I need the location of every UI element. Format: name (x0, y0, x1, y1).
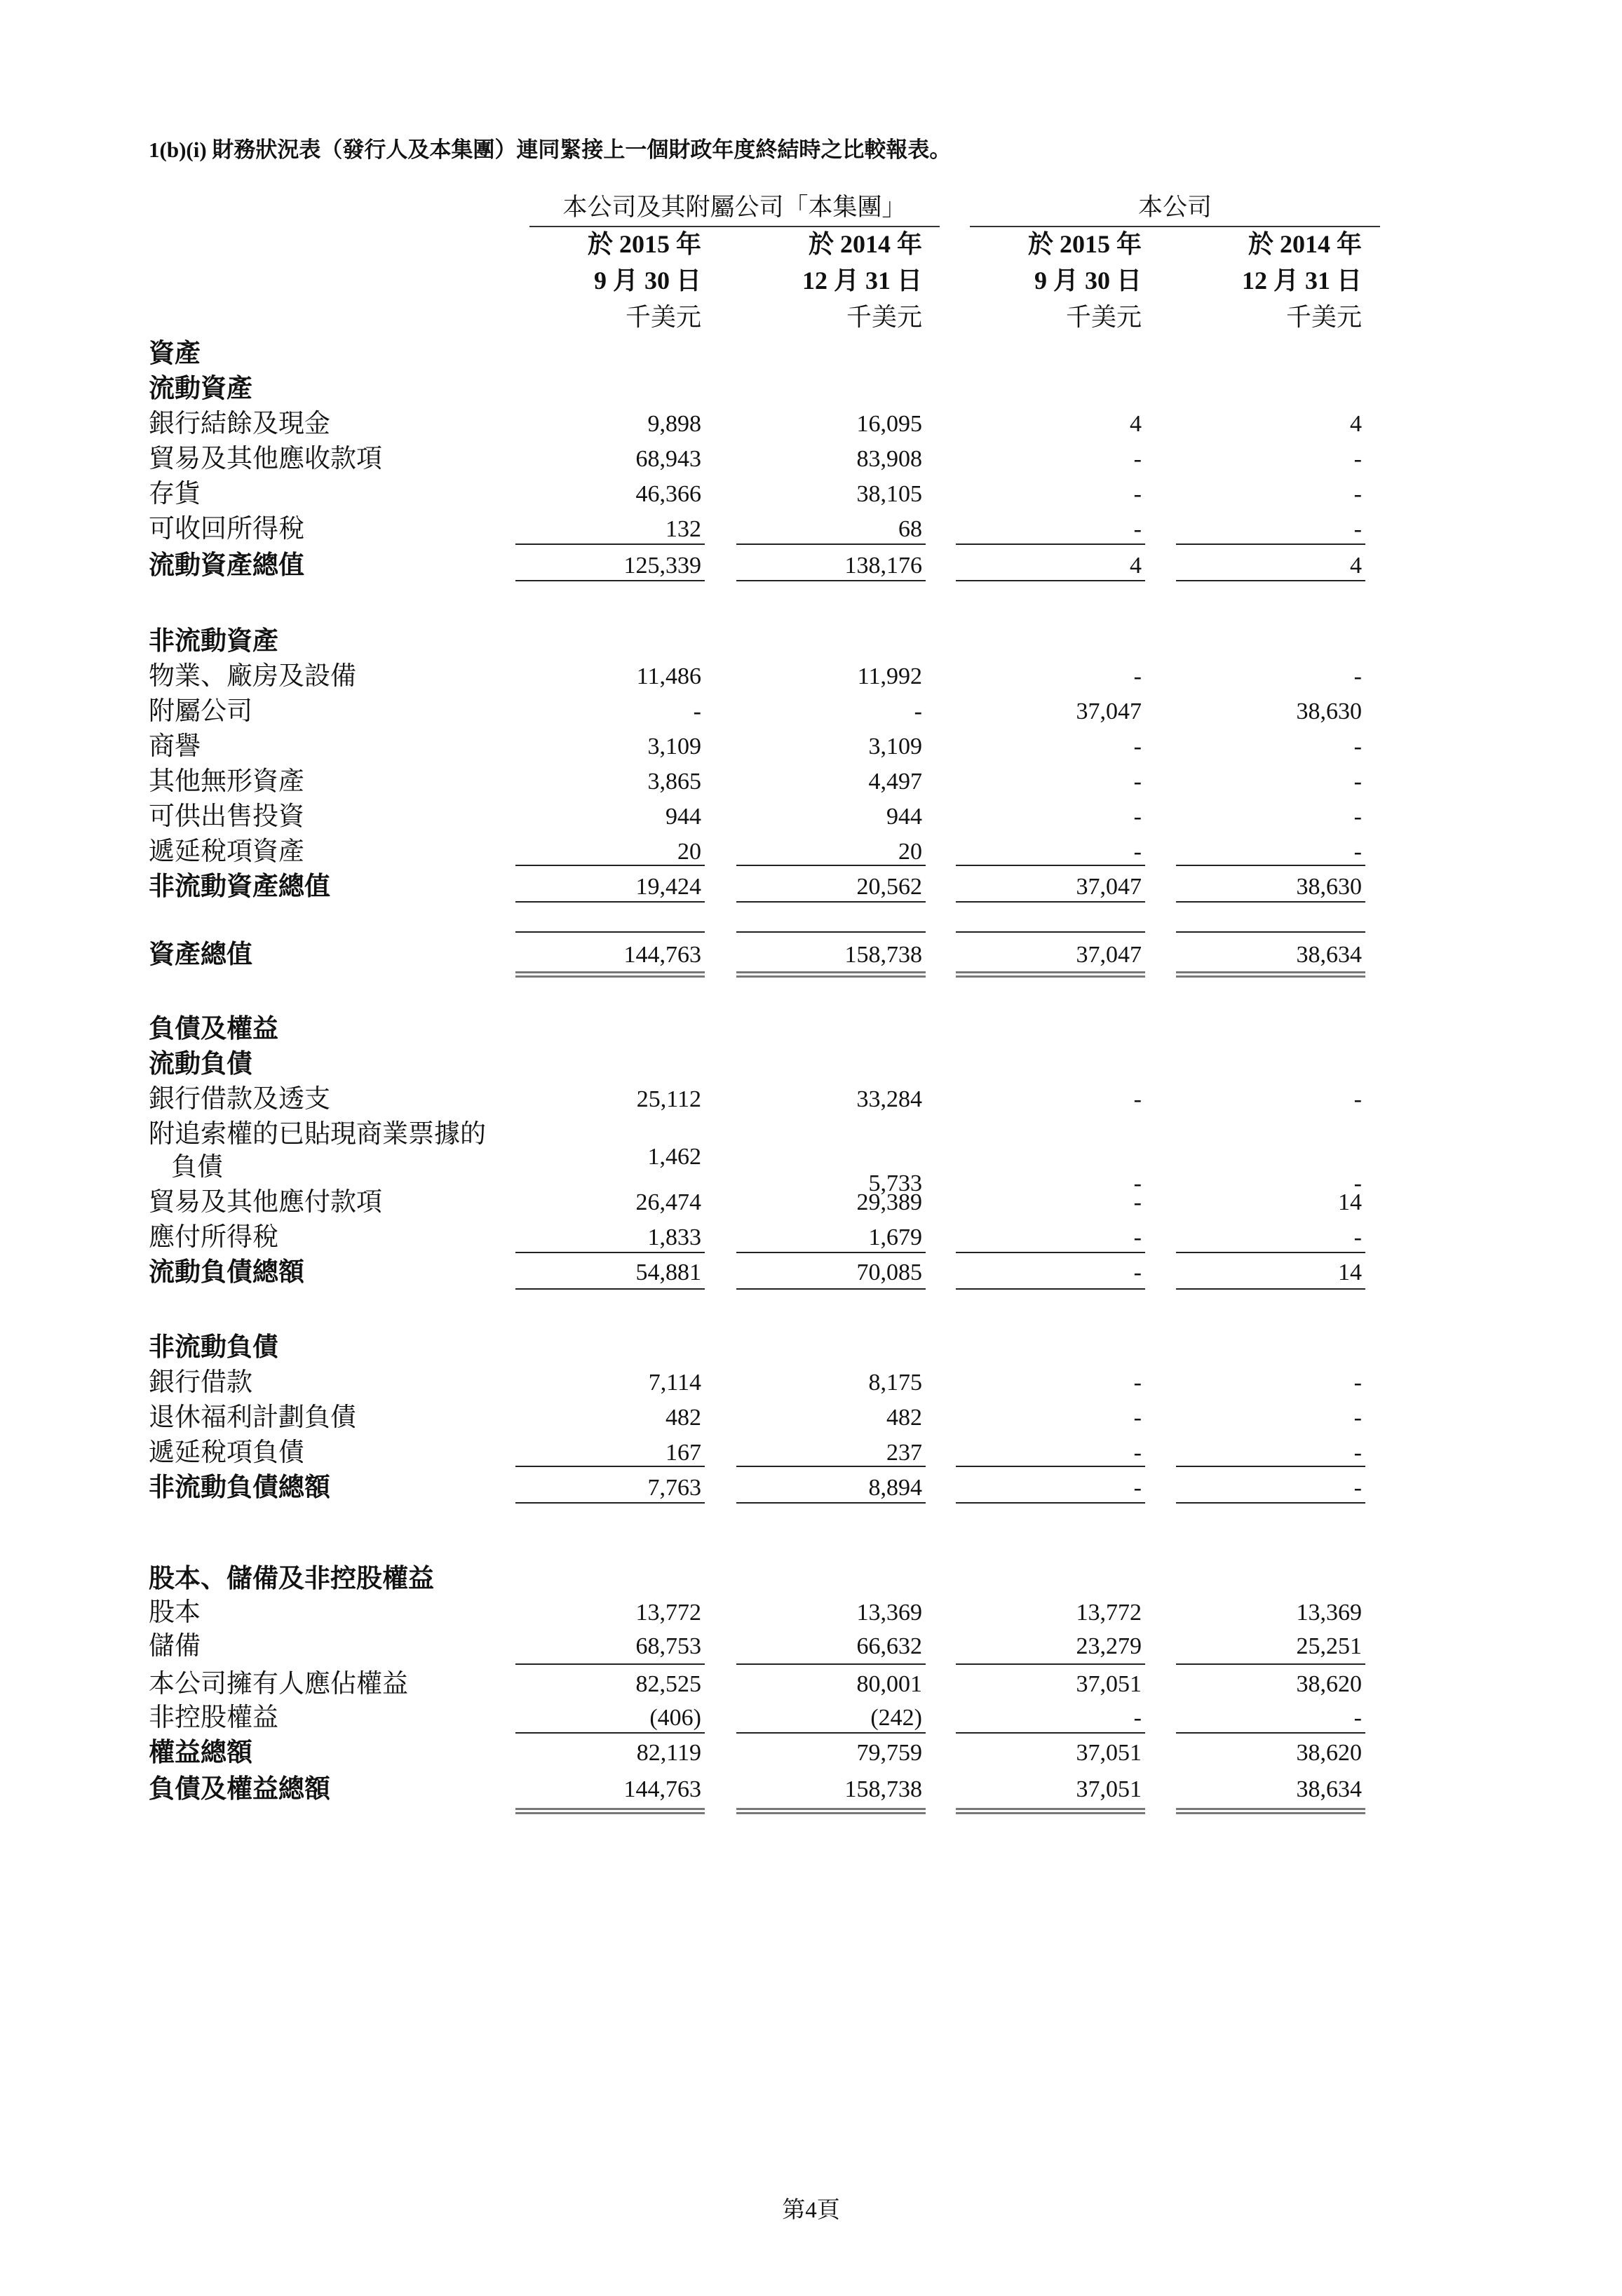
cell-value: 944 (665, 804, 701, 830)
row-label: 流動負債總額 (149, 1258, 304, 1287)
column-4-date: 12 月 31 日 (1241, 266, 1362, 295)
cell-value: 82,119 (636, 1740, 701, 1766)
cell-value: 82,525 (635, 1671, 701, 1697)
rule-line (515, 1252, 705, 1253)
cell-value: 79,759 (856, 1740, 922, 1766)
cell-value: 125,339 (623, 553, 701, 579)
cell-value: 38,620 (1296, 1671, 1362, 1697)
row-label: 附屬公司 (149, 697, 252, 726)
cell-value: 38,630 (1296, 698, 1362, 724)
cell-value: 66,632 (856, 1633, 922, 1659)
row-label: 存貨 (149, 480, 201, 508)
company-header: 本公司 (970, 191, 1380, 227)
rule-line (736, 901, 926, 903)
row-label: 非流動負債總額 (149, 1473, 330, 1502)
row-label: 附追索權的已貼現商業票據的 (149, 1120, 486, 1149)
cell-value: 4 (1130, 553, 1142, 579)
cell-value: - (1133, 1705, 1142, 1731)
rule-line (515, 580, 705, 581)
cell-value: - (1133, 1189, 1142, 1215)
cell-value: 158,738 (844, 942, 922, 968)
double-rule (1176, 1808, 1365, 1814)
cell-value: 26,474 (635, 1189, 701, 1215)
rule-line (956, 865, 1145, 866)
cell-value: 4 (1350, 553, 1362, 579)
row-label: 非控股權益 (149, 1703, 278, 1732)
row-label: 遞延稅項資產 (149, 837, 304, 866)
rule-line (736, 1502, 926, 1504)
cell-value: 37,047 (1076, 698, 1142, 724)
cell-value: 13,772 (635, 1600, 701, 1626)
cell-value: 144,763 (623, 1776, 701, 1802)
double-rule (515, 971, 705, 978)
cell-value: 13,772 (1076, 1600, 1142, 1626)
double-rule (1176, 971, 1365, 978)
cell-value: 4,497 (868, 769, 922, 795)
column-4-unit: 千美元 (1285, 303, 1362, 331)
rule-line (515, 1288, 705, 1290)
cell-value: - (1353, 516, 1362, 542)
cell-value: - (1133, 1475, 1142, 1501)
cell-value: 37,047 (1076, 942, 1142, 968)
rule-line (736, 1466, 926, 1467)
cell-value: 158,738 (844, 1776, 922, 1802)
cell-value: - (1133, 804, 1142, 830)
cell-value: 38,630 (1296, 874, 1362, 900)
column-2-date: 12 月 31 日 (802, 266, 922, 295)
cell-value: 38,105 (856, 481, 922, 507)
cell-value: - (1353, 663, 1362, 689)
row-label: 非流動負債 (149, 1333, 278, 1362)
cell-value: 11,992 (857, 663, 922, 689)
cell-value: - (1133, 839, 1142, 865)
cell-value: 4 (1130, 411, 1142, 437)
row-label: 資產總值 (149, 940, 252, 969)
cell-value: 16,095 (856, 411, 922, 437)
cell-value: 11,486 (636, 663, 701, 689)
cell-value: - (1353, 804, 1362, 830)
row-label: 物業、廠房及設備 (149, 662, 356, 691)
row-label: 非流動資產 (149, 627, 278, 656)
column-2-unit: 千美元 (846, 303, 922, 331)
rule-line (1176, 865, 1365, 866)
rule-line (956, 1663, 1145, 1665)
cell-value: 237 (886, 1440, 922, 1466)
row-label: 權益總額 (149, 1738, 252, 1767)
rule-line (956, 1466, 1145, 1467)
row-label: 其他無形資產 (149, 767, 304, 796)
column-1-year: 於 2015 年 (587, 230, 701, 258)
cell-value: 38,634 (1296, 1776, 1362, 1802)
rule-line (736, 931, 926, 933)
cell-value: - (1133, 516, 1142, 542)
cell-value: 7,763 (647, 1475, 701, 1501)
column-3-date: 9 月 30 日 (1034, 266, 1142, 295)
column-3-unit: 千美元 (1065, 303, 1142, 331)
row-label: 儲備 (149, 1632, 201, 1661)
rule-line (1176, 580, 1365, 581)
rule-line (956, 543, 1145, 545)
rule-line (736, 1732, 926, 1734)
cell-value: - (1353, 1405, 1362, 1431)
cell-value: 8,894 (868, 1475, 922, 1501)
row-label: 銀行結餘及現金 (149, 410, 330, 438)
cell-value: 68,943 (635, 446, 701, 472)
cell-value: - (1353, 1440, 1362, 1466)
rule-line (515, 1663, 705, 1665)
cell-value: 1,833 (647, 1224, 701, 1250)
rule-line (736, 1252, 926, 1253)
cell-value: 37,051 (1076, 1776, 1142, 1802)
rule-line (515, 931, 705, 933)
cell-value: 3,865 (647, 769, 701, 795)
cell-value: 20 (677, 839, 701, 865)
row-label: 流動資產總值 (149, 551, 304, 580)
cell-value: - (693, 698, 701, 724)
rule-line (515, 543, 705, 545)
rule-line (736, 580, 926, 581)
row-label: 可收回所得稅 (149, 515, 304, 543)
rule-line (736, 1288, 926, 1290)
cell-value: - (1353, 734, 1362, 759)
row-label: 貿易及其他應收款項 (149, 445, 382, 473)
row-label: 銀行借款 (149, 1368, 252, 1397)
rule-line (1176, 543, 1365, 545)
cell-value: - (1353, 1086, 1362, 1112)
rule-line (956, 1252, 1145, 1253)
cell-value: 132 (665, 516, 701, 542)
cell-value: 9,898 (647, 411, 701, 437)
row-label: 貿易及其他應付款項 (149, 1188, 382, 1217)
cell-value: 23,279 (1076, 1633, 1142, 1659)
double-rule (515, 1808, 705, 1814)
cell-value: 7,114 (648, 1370, 701, 1396)
rule-line (956, 931, 1145, 933)
row-label: 商譽 (149, 732, 201, 761)
cell-value: - (1353, 1170, 1362, 1196)
rule-line (956, 1732, 1145, 1734)
rule-line (515, 1732, 705, 1734)
cell-value: 3,109 (868, 734, 922, 759)
row-label: 股本、儲備及非控股權益 (149, 1565, 434, 1593)
cell-value: 29,389 (856, 1189, 922, 1215)
rule-line (736, 865, 926, 866)
rule-line (515, 901, 705, 903)
rule-line (1176, 1288, 1365, 1290)
rule-line (956, 901, 1145, 903)
double-rule (736, 971, 926, 978)
cell-value: 944 (886, 804, 922, 830)
rule-line (1176, 1502, 1365, 1504)
cell-value: (406) (649, 1705, 701, 1731)
column-1-date: 9 月 30 日 (593, 266, 701, 295)
document-title: 1(b)(i) 財務狀況表（發行人及本集團）連同緊接上一個財政年度終結時之比較報表。 (149, 137, 952, 162)
cell-value: 33,284 (856, 1086, 922, 1112)
cell-value: - (1353, 1224, 1362, 1250)
rule-line (1176, 1252, 1365, 1253)
row-label: 銀行借款及透支 (149, 1085, 330, 1114)
cell-value: 37,047 (1076, 874, 1142, 900)
column-3-year: 於 2015 年 (1027, 230, 1142, 258)
row-label: 應付所得稅 (149, 1223, 278, 1252)
cell-value: - (1133, 1170, 1142, 1196)
cell-value: 37,051 (1076, 1740, 1142, 1766)
cell-value: 167 (665, 1440, 701, 1466)
cell-value: 25,112 (636, 1086, 701, 1112)
rule-line (736, 1663, 926, 1665)
cell-value: 482 (886, 1405, 922, 1431)
cell-value: 80,001 (856, 1671, 922, 1697)
cell-value: - (1133, 1086, 1142, 1112)
cell-value: 14 (1338, 1189, 1362, 1215)
rule-line (956, 1502, 1145, 1504)
cell-value: 138,176 (844, 553, 922, 579)
cell-value: - (1133, 663, 1142, 689)
cell-value: 68 (898, 516, 922, 542)
cell-value: 144,763 (623, 942, 701, 968)
row-label: 退休福利計劃負債 (149, 1403, 356, 1432)
cell-value: - (1133, 481, 1142, 507)
cell-value: 25,251 (1296, 1633, 1362, 1659)
row-label: 負債 (171, 1153, 223, 1182)
cell-value: - (1353, 481, 1362, 507)
row-label: 本公司擁有人應佔權益 (149, 1670, 408, 1699)
cell-value: 68,753 (635, 1633, 701, 1659)
rule-line (1176, 931, 1365, 933)
cell-value: - (1133, 1224, 1142, 1250)
cell-value: 46,366 (635, 481, 701, 507)
cell-value: 8,175 (868, 1370, 922, 1396)
cell-value: - (1353, 1370, 1362, 1396)
cell-value: 13,369 (856, 1600, 922, 1626)
row-label: 遞延稅項負債 (149, 1438, 304, 1467)
cell-value: 3,109 (647, 734, 701, 759)
cell-value: 482 (665, 1405, 701, 1431)
cell-value: 19,424 (635, 874, 701, 900)
cell-value: 83,908 (856, 446, 922, 472)
cell-value: - (1353, 839, 1362, 865)
cell-value: - (1353, 769, 1362, 795)
cell-value: - (914, 698, 922, 724)
column-1-unit: 千美元 (625, 303, 701, 331)
row-label: 流動資產 (149, 374, 252, 403)
column-2-year: 於 2014 年 (808, 230, 922, 258)
cell-value: - (1133, 1260, 1142, 1285)
rule-line (956, 1288, 1145, 1290)
cell-value: - (1353, 446, 1362, 472)
cell-value: 13,369 (1296, 1600, 1362, 1626)
rule-line (515, 1502, 705, 1504)
cell-value: - (1353, 1705, 1362, 1731)
rule-line (515, 1466, 705, 1467)
cell-value: 20 (898, 839, 922, 865)
cell-value: (242) (870, 1705, 922, 1731)
rule-line (1176, 1466, 1365, 1467)
row-label: 可供出售投資 (149, 802, 304, 831)
cell-value: 70,085 (856, 1260, 922, 1285)
cell-value: 1,679 (868, 1224, 922, 1250)
rule-line (736, 543, 926, 545)
row-label: 資產 (149, 339, 201, 368)
double-rule (956, 1808, 1145, 1814)
cell-value: - (1133, 446, 1142, 472)
cell-value: 54,881 (635, 1260, 701, 1285)
column-4-year: 於 2014 年 (1248, 230, 1362, 258)
cell-value: - (1133, 1370, 1142, 1396)
row-label: 負債及權益總額 (149, 1775, 330, 1804)
cell-value: - (1133, 734, 1142, 759)
rule-line (1176, 901, 1365, 903)
rule-line (1176, 1732, 1365, 1734)
rule-line (1176, 1663, 1365, 1665)
cell-value: 14 (1338, 1260, 1362, 1285)
cell-value: 5,733 (868, 1170, 922, 1196)
cell-value: 38,634 (1296, 942, 1362, 968)
group-header: 本公司及其附屬公司「本集團」 (529, 191, 940, 227)
row-label: 流動負債 (149, 1050, 252, 1079)
cell-value: 20,562 (856, 874, 922, 900)
rule-line (956, 580, 1145, 581)
cell-value: 1,462 (647, 1144, 701, 1170)
cell-value: 4 (1350, 411, 1362, 437)
double-rule (736, 1808, 926, 1814)
row-label: 非流動資產總值 (149, 872, 330, 901)
row-label: 股本 (149, 1598, 201, 1627)
row-label: 負債及權益 (149, 1015, 278, 1044)
double-rule (956, 971, 1145, 978)
cell-value: - (1133, 769, 1142, 795)
cell-value: 37,051 (1076, 1671, 1142, 1697)
cell-value: - (1133, 1405, 1142, 1431)
cell-value: - (1133, 1440, 1142, 1466)
cell-value: - (1353, 1475, 1362, 1501)
page-number: 第4頁 (782, 2198, 840, 2223)
rule-line (515, 865, 705, 866)
cell-value: 38,620 (1296, 1740, 1362, 1766)
